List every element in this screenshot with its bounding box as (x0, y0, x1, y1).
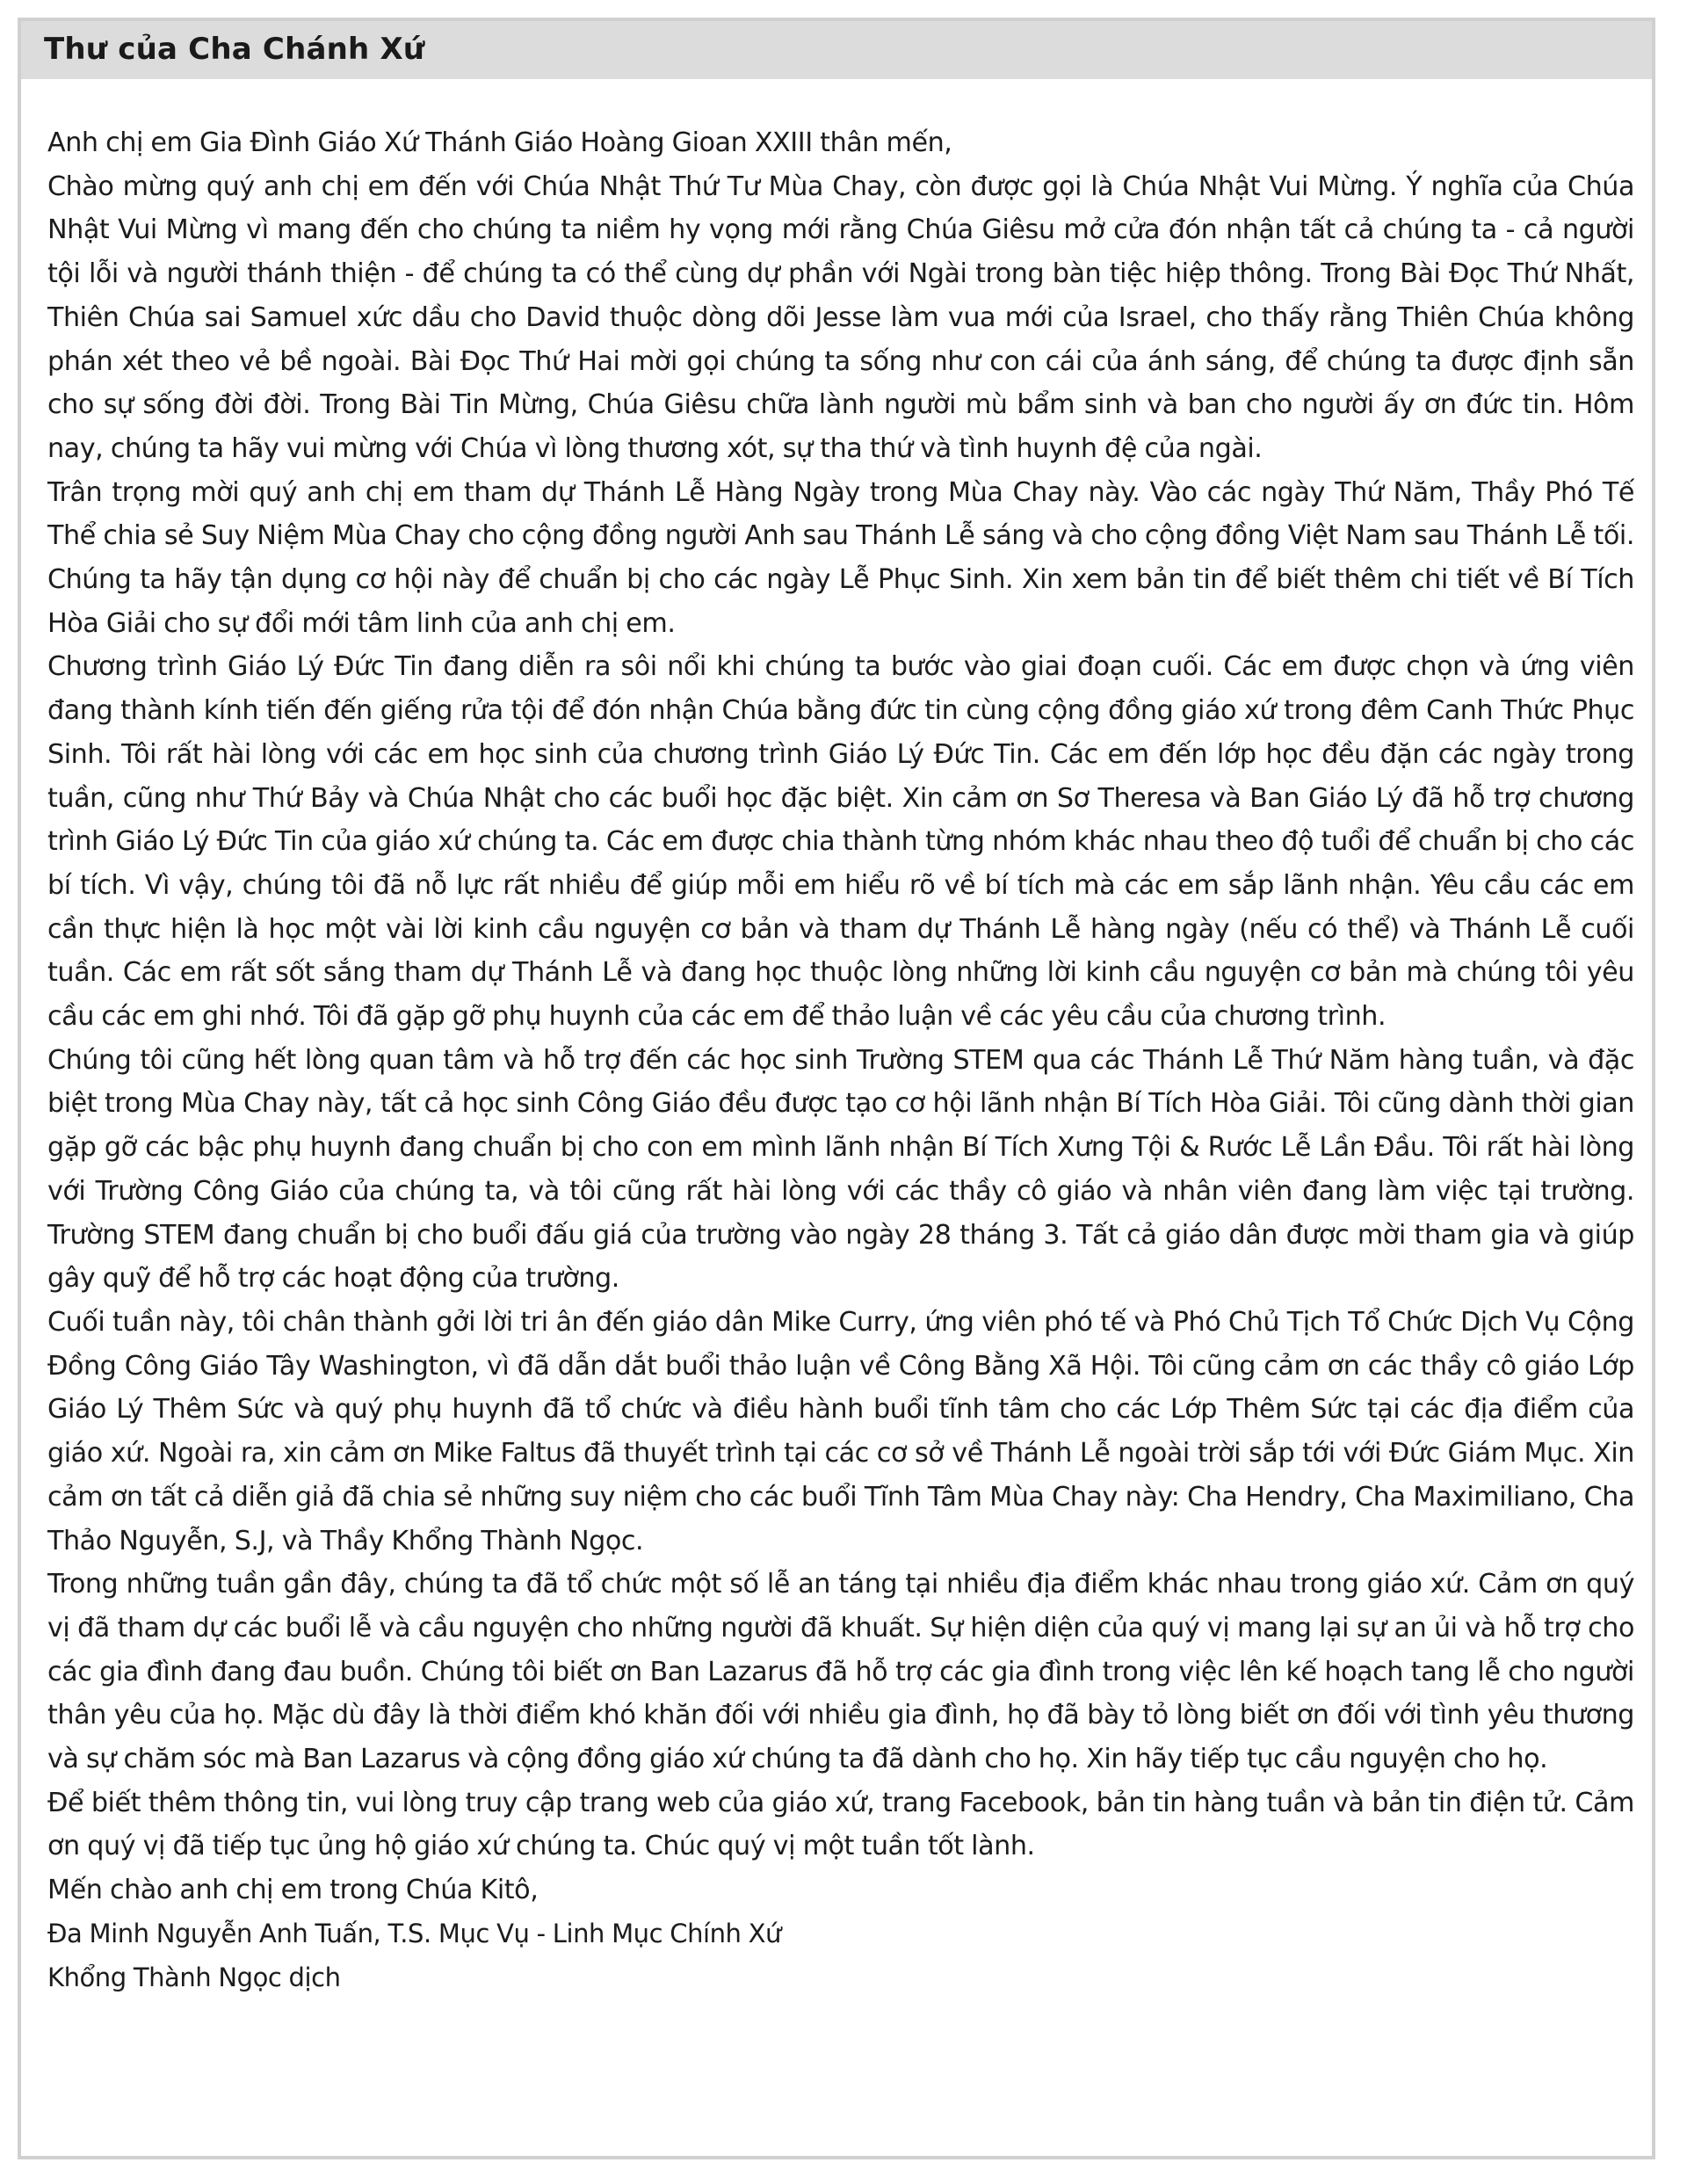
letter-frame (18, 18, 1655, 2159)
letter-closing: Mến chào anh chị em trong Chúa Kitô, (47, 1875, 539, 1906)
section-header (21, 21, 1652, 79)
letter-paragraph: Chương trình Giáo Lý Đức Tin đang diễn ra sôi nổi khi chúng ta bước vào giai đoạn cuối. Các em được chọn và ứng viên đang thành kính tiến đến giếng rửa tội để đón nhận Chúa bằng đức tin cùng cộng đồng giáo xứ trong đêm Canh Thức Phục Sinh. Tôi rất hài lòng với các em học sinh của chương trình Giáo Lý Đức Tin. Các em đến lớp học đều đặn các ngày trong tuần, cũng như Thứ Bảy và Chúa Nhật cho các buổi học đặc biệt. Xin cảm ơn Sơ Theresa và Ban Giáo Lý đã hỗ trợ chương trình Giáo Lý Đức Tin của giáo xứ chúng ta. Các em được chia thành từng nhóm khác nhau theo độ tuổi để chuẩn bị cho các bí tích. Vì vậy, chúng tôi đã nỗ lực rất nhiều để giúp mỗi em hiểu rõ về bí tích mà các em sắp lãnh nhận. Yêu cầu các em cần thực hiện là học một vài lời kinh cầu nguyện cơ bản và tham dự Thánh Lễ hàng ngày (nếu có thể) và Thánh Lễ cuối tuần. Các em rất sốt sắng tham dự Thánh Lễ và đang học thuộc lòng những lời kinh cầu nguyện cơ bản mà chúng tôi yêu cầu các em ghi nhớ. Tôi đã gặp gỡ phụ huynh của các em để thảo luận về các yêu cầu của chương trình. (47, 651, 1634, 1033)
letter-paragraph: Để biết thêm thông tin, vui lòng truy cập trang web của giáo xứ, trang Facebook, bản tin hàng tuần và bản tin điện tử. Cảm ơn quý vị đã tiếp tục ủng hộ giáo xứ chúng ta. Chúc quý vị một tuần tốt lành. (47, 1787, 1634, 1862)
letter-paragraph: Trân trọng mời quý anh chị em tham dự Thánh Lễ Hàng Ngày trong Mùa Chay này. Vào các ngày Thứ Năm, Thầy Phó Tế Thể chia sẻ Suy Niệm Mùa Chay cho cộng đồng người Anh sau Thánh Lễ sáng và cho cộng đồng Việt Nam sau Thánh Lễ tối. Chúng ta hãy tận dụng cơ hội này để chuẩn bị cho các ngày Lễ Phục Sinh. Xin xem bản tin để biết thêm chi tiết về Bí Tích Hòa Giải cho sự đổi mới tâm linh của anh chị em. (47, 476, 1634, 639)
letter-paragraph: Chúng tôi cũng hết lòng quan tâm và hỗ trợ đến các học sinh Trường STEM qua các Thánh Lễ Thứ Năm hàng tuần, và đặc biệt trong Mùa Chay này, tất cả học sinh Công Giáo đều được tạo cơ hội lãnh nhận Bí Tích Hòa Giải. Tôi cũng dành thời gian gặp gỡ các bậc phụ huynh đang chuẩn bị cho con em mình lãnh nhận Bí Tích Xưng Tội & Rước Lễ Lần Đầu. Tôi rất hài lòng với Trường Công Giáo của chúng ta, và tôi cũng rất hài lòng với các thầy cô giáo và nhân viên đang làm việc tại trường. Trường STEM đang chuẩn bị cho buổi đấu giá của trường vào ngày 28 tháng 3. Tất cả giáo dân được mời tham gia và giúp gây quỹ để hỗ trợ các hoạt động của trường. (47, 1044, 1634, 1295)
letter-translator: Khổng Thành Ngọc dịch (47, 1962, 341, 1992)
letter-greeting: Anh chị em Gia Đình Giáo Xứ Thánh Giáo Hoàng Gioan XXIII thân mến, (47, 127, 952, 158)
letter-paragraph: Trong những tuần gần đây, chúng ta đã tổ chức một số lễ an táng tại nhiều địa điểm khác nhau trong giáo xứ. Cảm ơn quý vị đã tham dự các buổi lễ và cầu nguyện cho những người đã khuất. Sự hiện diện của quý vị mang lại sự an ủi và hỗ trợ cho các gia đình đang đau buồn. Chúng tôi biết ơn Ban Lazarus đã hỗ trợ các gia đình trong việc lên kế hoạch tang lễ cho người thân yêu của họ. Mặc dù đây là thời điểm khó khăn đối với nhiều gia đình, họ đã bày tỏ lòng biết ơn đối với tình yêu thương và sự chăm sóc mà Ban Lazarus và cộng đồng giáo xứ chúng ta đã dành cho họ. Xin hãy tiếp tục cầu nguyện cho họ. (47, 1569, 1634, 1775)
letter-paragraph: Cuối tuần này, tôi chân thành gởi lời tri ân đến giáo dân Mike Curry, ứng viên phó tế và Phó Chủ Tịch Tổ Chức Dịch Vụ Cộng Đồng Công Giáo Tây Washington, vì đã dẫn dắt buổi thảo luận về Công Bằng Xã Hội. Tôi cũng cảm ơn các thầy cô giáo Lớp Giáo Lý Thêm Sức và quý phụ huynh đã tổ chức và điều hành buổi tĩnh tâm cho các Lớp Thêm Sức tại các địa điểm của giáo xứ. Ngoài ra, xin cảm ơn Mike Faltus đã thuyết trình tại các cơ sở về Thánh Lễ ngoài trời sắp tới với Đức Giám Mục. Xin cảm ơn tất cả diễn giả đã chia sẻ những suy niệm cho các buổi Tĩnh Tâm Mùa Chay này: Cha Hendry, Cha Maximiliano, Cha Thảo Nguyễn, S.J, và Thầy Khổng Thành Ngọc. (47, 1306, 1634, 1556)
letter-paragraph: Chào mừng quý anh chị em đến với Chúa Nhật Thứ Tư Mùa Chay, còn được gọi là Chúa Nhật Vui Mừng. Ý nghĩa của Chúa Nhật Vui Mừng vì mang đến cho chúng ta niềm hy vọng mới rằng Chúa Giêsu mở cửa đón nhận tất cả chúng ta - cả người tội lỗi và người thánh thiện - để chúng ta có thể cùng dự phần với Ngài trong bàn tiệc hiệp thông. Trong Bài Đọc Thứ Nhất, Thiên Chúa sai Samuel xức dầu cho David thuộc dòng dõi Jesse làm vua mới của Israel, cho thấy rằng Thiên Chúa không phán xét theo vẻ bề ngoài. Bài Đọc Thứ Hai mời gọi chúng ta sống như con cái của ánh sáng, để chúng ta được định sẵn cho sự sống đời đời. Trong Bài Tin Mừng, Chúa Giêsu chữa lành người mù bẩm sinh và ban cho người ấy ơn đức tin. Hôm nay, chúng ta hãy vui mừng với Chúa vì lòng thương xót, sự tha thứ và tình huynh đệ của ngài. (47, 171, 1634, 464)
letter-signature: Đa Minh Nguyễn Anh Tuấn, T.S. Mục Vụ - Linh Mục Chính Xứ (47, 1918, 781, 1948)
letter-body (47, 121, 1634, 1999)
section-title: Thư của Cha Chánh Xứ (44, 32, 425, 67)
